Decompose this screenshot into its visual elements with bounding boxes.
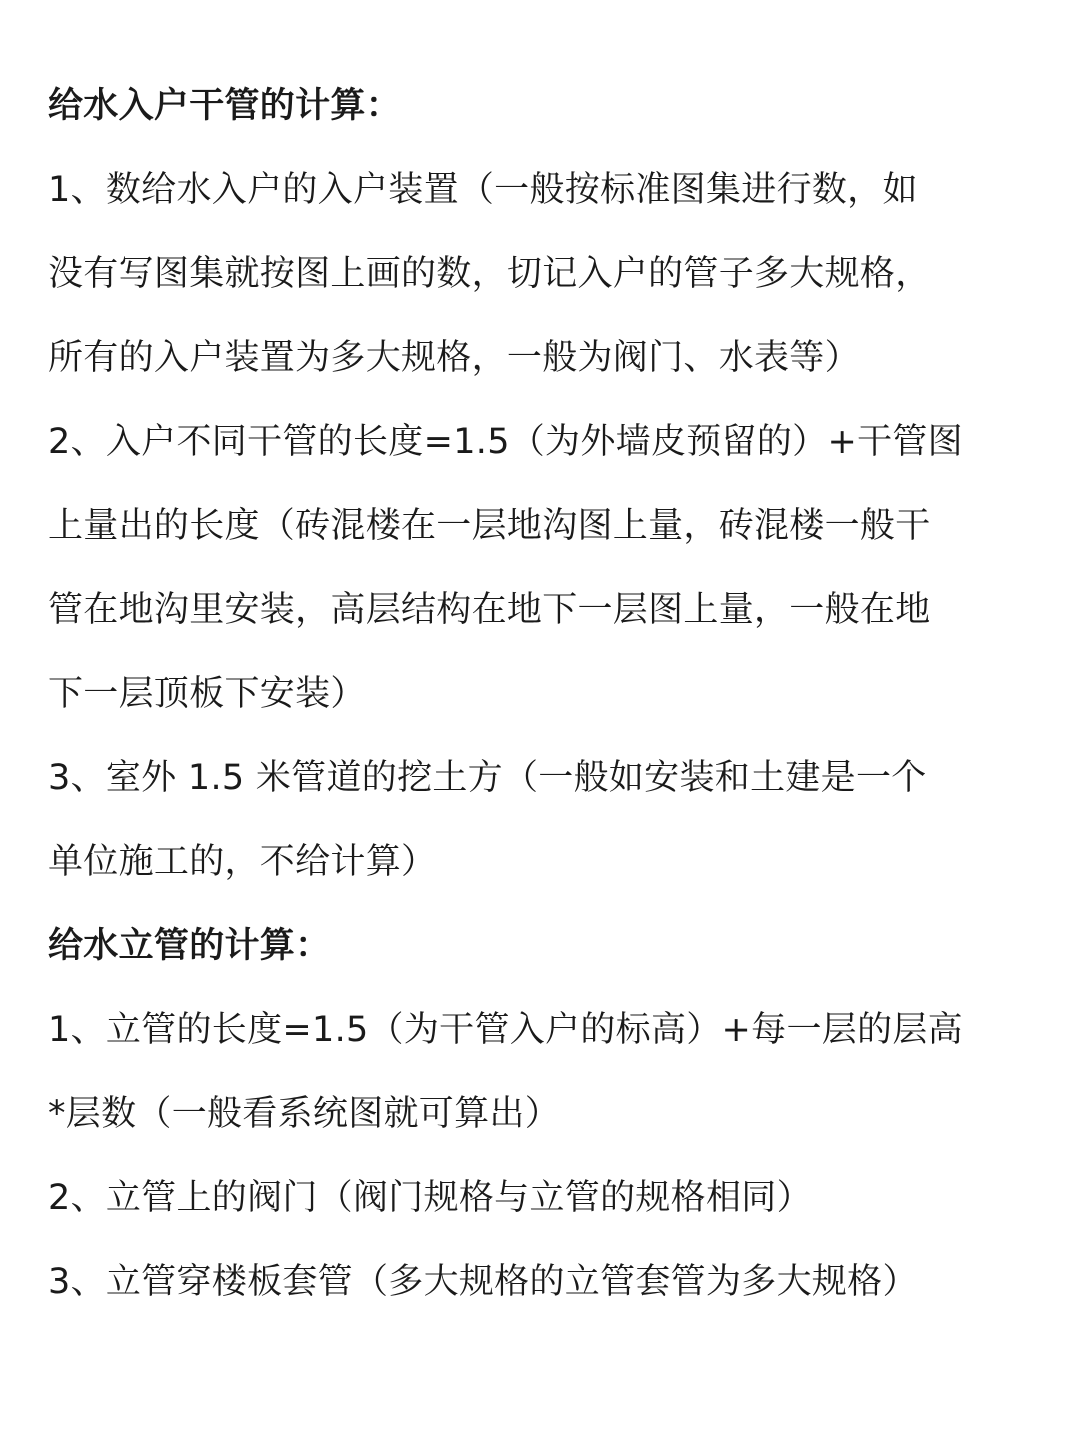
text-line: 没有写图集就按图上画的数，切记入户的管子多大规格，: [48, 254, 931, 294]
text-line: 上量出的长度（砖混楼在一层地沟图上量，砖混楼一般干: [48, 506, 931, 546]
text-line: 1、数给水入户的入户装置（一般按标准图集进行数，如: [48, 170, 918, 210]
list-item: [48, 1250, 1038, 1334]
text-line: 2、入户不同干管的长度=1.5（为外墙皮预留的）+干管图: [48, 422, 963, 462]
list-item: [48, 410, 1038, 746]
text-line: 1、立管的长度=1.5（为干管入户的标高）+每一层的层高: [48, 1010, 963, 1050]
text-line: 管在地沟里安装，高层结构在地下一层图上量，一般在地: [48, 590, 931, 630]
list-item: [48, 746, 1038, 914]
text-line: 所有的入户装置为多大规格，一般为阀门、水表等）: [48, 338, 860, 378]
text-line: *层数（一般看系统图就可算出）: [48, 1094, 561, 1134]
text-line: 2、立管上的阀门（阀门规格与立管的规格相同）: [48, 1178, 812, 1218]
list-item: [48, 1166, 1038, 1250]
text-line: 3、室外 1.5 米管道的挖土方（一般如安装和土建是一个: [48, 758, 927, 798]
section-heading-riser-main-inlet: 给水入户干管的计算：: [48, 86, 402, 126]
text-line: 下一层顶板下安装）: [48, 674, 366, 714]
list-item: [48, 998, 1038, 1166]
document-body: [48, 74, 1038, 1334]
text-line: 3、立管穿楼板套管（多大规格的立管套管为多大规格）: [48, 1262, 918, 1302]
list-item: [48, 158, 1038, 410]
text-line: 单位施工的，不给计算）: [48, 842, 437, 882]
section-heading-riser: 给水立管的计算：: [48, 926, 331, 966]
